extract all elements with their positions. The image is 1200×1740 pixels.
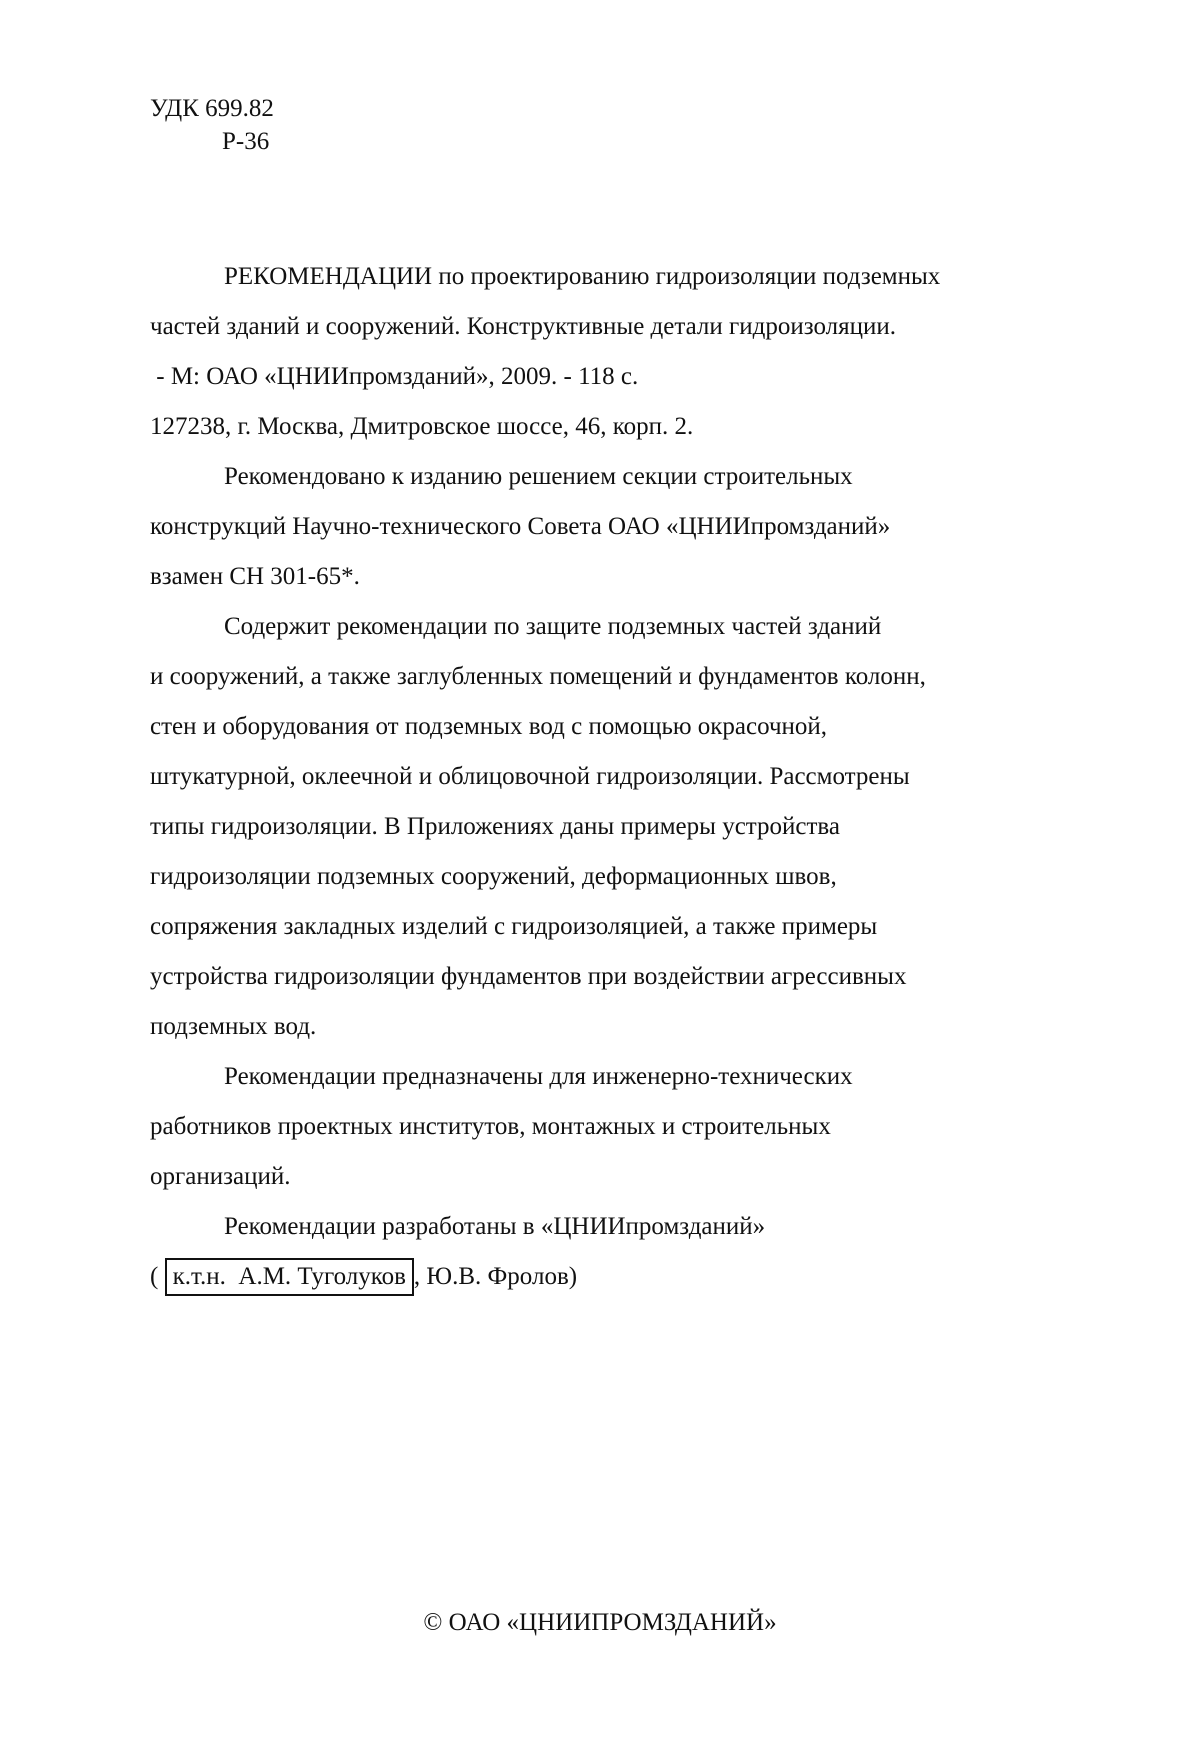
contents-line-1: Содержит рекомендации по защите подземных частей зданий bbox=[224, 613, 882, 640]
audience-line-2: работников проектных институтов, монтажных и строительных bbox=[150, 1113, 831, 1140]
biblio-line-4: 127238, г. Москва, Дмитровское шоссе, 46, корп. 2. bbox=[150, 413, 694, 440]
other-authors: , Ю.В. Фролов) bbox=[413, 1263, 578, 1290]
developers-line-2 bbox=[150, 1252, 1050, 1302]
annotation-text bbox=[150, 252, 1050, 1302]
developers-line-1: Рекомендации разработаны в «ЦНИИпромзданий» bbox=[224, 1213, 766, 1240]
contents-line-9: подземных вод. bbox=[150, 1013, 317, 1040]
biblio-line-3: - М: ОАО «ЦНИИпромзданий», 2009. - 118 с. bbox=[150, 363, 639, 390]
audience-line-3: организаций. bbox=[150, 1163, 291, 1190]
contents-line-3: стен и оборудования от подземных вод с помощью окрасочной, bbox=[150, 713, 828, 740]
contents-line-8: устройства гидроизоляции фундаментов при воздействии агрессивных bbox=[150, 963, 907, 990]
recommended-line-1: Рекомендовано к изданию решением секции строительных bbox=[224, 463, 853, 490]
contents-line-5: типы гидроизоляции. В Приложениях даны примеры устройства bbox=[150, 813, 840, 840]
recommended-line-3: взамен СН 301-65*. bbox=[150, 563, 360, 590]
bbk-code: Р-36 bbox=[222, 128, 270, 155]
classification-codes bbox=[150, 92, 274, 158]
biblio-line-1: РЕКОМЕНДАЦИИ по проектированию гидроизоляции подземных bbox=[224, 263, 941, 290]
contents-line-4: штукатурной, оклеечной и облицовочной гидроизоляции. Рассмотрены bbox=[150, 763, 910, 790]
audience-line-1: Рекомендации предназначены для инженерно-технических bbox=[224, 1063, 853, 1090]
copyright-notice: © ОАО «ЦНИИПРОМЗДАНИЙ» bbox=[423, 1609, 777, 1636]
open-paren: ( bbox=[150, 1263, 165, 1290]
contents-line-7: сопряжения закладных изделий с гидроизоляцией, а также примеры bbox=[150, 913, 878, 940]
contents-line-6: гидроизоляции подземных сооружений, деформационных швов, bbox=[150, 863, 837, 890]
contents-line-2: и сооружений, а также заглубленных помещений и фундаментов колонн, bbox=[150, 663, 926, 690]
boxed-author-name: к.т.н. А.М. Туголуков bbox=[165, 1258, 414, 1296]
recommended-line-2: конструкций Научно-технического Совета ОАО «ЦНИИпромзданий» bbox=[150, 513, 891, 540]
udk-code: УДК 699.82 bbox=[150, 95, 274, 122]
biblio-line-2: частей зданий и сооружений. Конструктивные детали гидроизоляции. bbox=[150, 313, 896, 340]
